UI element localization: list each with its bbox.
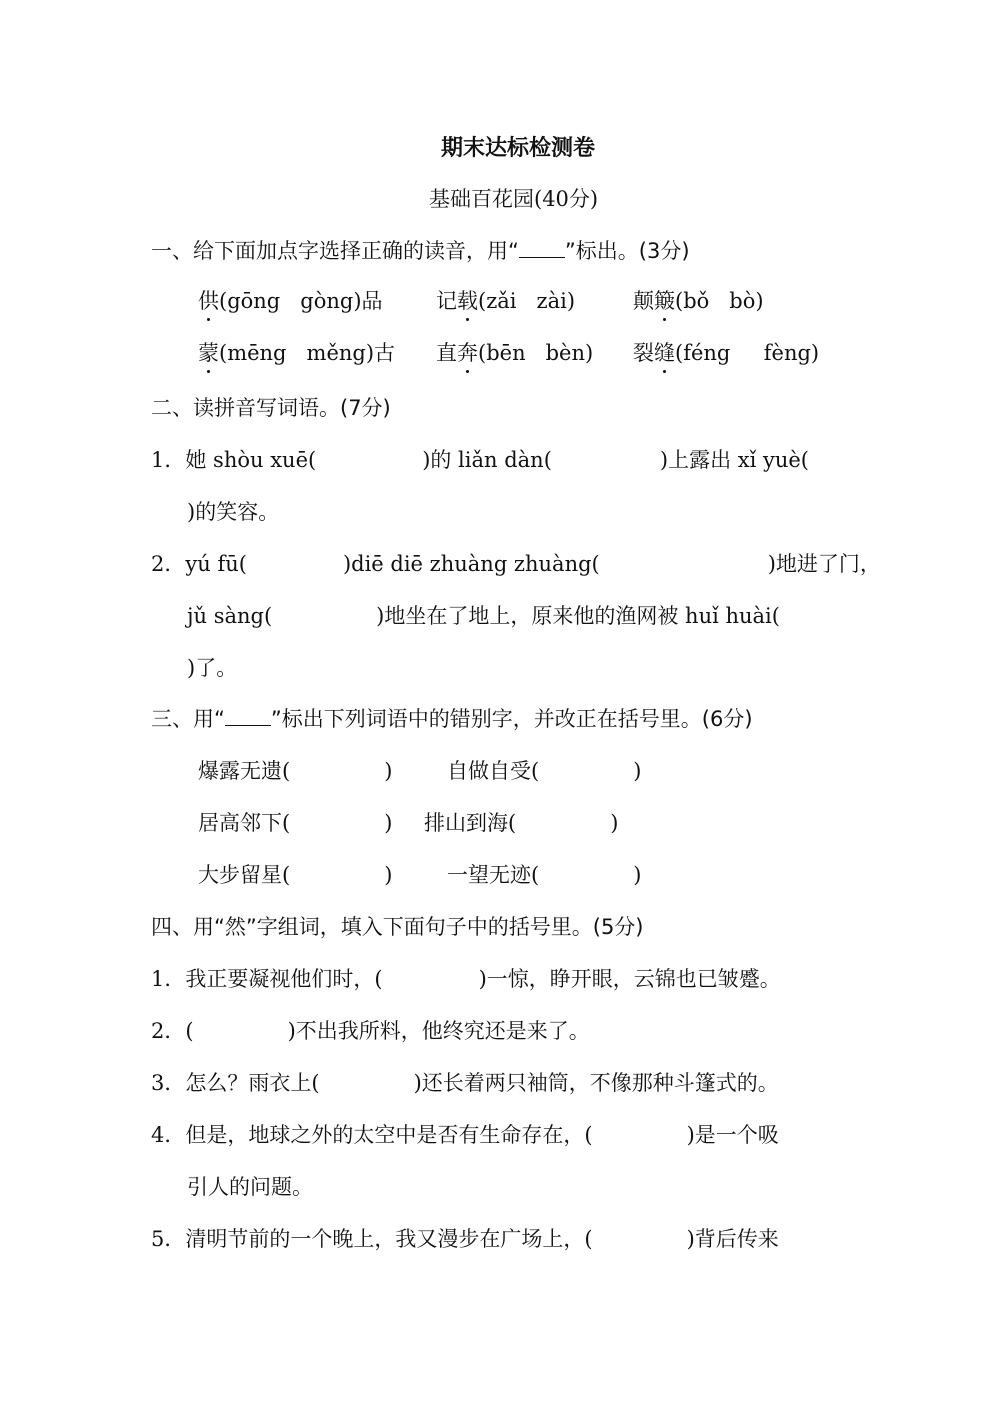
- text-seg: )的 liǎn dàn(: [422, 448, 552, 472]
- question-line: [187, 601, 780, 631]
- question-line: 引人的问题。: [187, 1175, 313, 1199]
- text-seg: jǔ sàng(: [187, 604, 273, 628]
- section-1-heading-post: ”标出。(3分): [564, 239, 690, 263]
- idiom-text: 爆露无遗(: [198, 759, 291, 783]
- section-1-heading: [151, 236, 690, 266]
- idiom-text: 一望无迹(: [447, 863, 540, 887]
- text-seg: )不出我所料，他终究还是来了。: [287, 1019, 590, 1043]
- close-paren: ): [384, 759, 393, 783]
- correction-item: [447, 860, 641, 890]
- pinyin-item: [198, 338, 395, 368]
- close-paren: ): [633, 863, 642, 887]
- dotted-char: 簸: [654, 286, 675, 316]
- page-title: 期末达标检测卷: [441, 135, 596, 161]
- question-line: )了。: [187, 656, 238, 680]
- question-line: [151, 1016, 590, 1046]
- word-pre: 裂: [633, 341, 654, 365]
- pinyin-item: [633, 286, 764, 316]
- close-paren: ): [384, 811, 393, 835]
- question-line: [151, 1068, 779, 1098]
- dotted-char: 蒙: [198, 338, 219, 368]
- question-number: 5．: [151, 1227, 186, 1251]
- text-seg: 我正要凝视他们时，(: [185, 967, 383, 991]
- pinyin-item: [436, 338, 593, 368]
- idiom-text: 居高邻下(: [198, 811, 291, 835]
- question-number: 2．: [151, 552, 186, 576]
- word-pre: 记: [436, 289, 457, 313]
- text-seg: yú fū(: [185, 552, 247, 576]
- word-pre: 直: [436, 341, 457, 365]
- close-paren: ): [384, 863, 393, 887]
- close-paren: ): [610, 811, 619, 835]
- pinyin-options: (bǒ bò): [675, 289, 764, 313]
- correction-item: [198, 808, 392, 838]
- pinyin-item: [436, 286, 575, 316]
- section-2-heading: 二、读拼音写词语。(7分): [151, 396, 391, 420]
- correction-item: [198, 756, 392, 786]
- question-line: )的笑容。: [187, 500, 280, 524]
- question-number: 1．: [151, 448, 186, 472]
- pinyin-item: [633, 338, 819, 368]
- text-seg: )是一个吸: [686, 1123, 779, 1147]
- dotted-char: 供: [198, 286, 219, 316]
- question-number: 3．: [151, 1071, 186, 1095]
- text-seg: )还长着两只袖筒，不像那种斗篷式的。: [413, 1071, 779, 1095]
- pinyin-options: (bēn bèn): [478, 341, 594, 365]
- pinyin-options: (gōng gòng): [219, 289, 362, 313]
- text-seg: 怎么？雨衣上(: [185, 1071, 320, 1095]
- word-tail: 古: [374, 341, 396, 365]
- text-seg: )背后传来: [686, 1227, 779, 1251]
- underline-mark: [519, 237, 565, 258]
- question-line: [151, 445, 809, 475]
- close-paren: ): [633, 759, 642, 783]
- section-1-heading-pre: 一、给下面加点字选择正确的读音，用“: [151, 239, 519, 263]
- pinyin-options: (mēng měng): [219, 341, 375, 365]
- section-3-heading-pre: 三、用“: [151, 707, 225, 731]
- section-4-heading: 四、用“然”字组词，填入下面句子中的括号里。(5分): [151, 915, 644, 939]
- text-seg: )地坐在了地上，原来他的渔网被 huǐ huài(: [376, 604, 780, 628]
- text-seg: )一惊，睁开眼，云锦也已皱蹙。: [478, 967, 781, 991]
- correction-item: [198, 860, 392, 890]
- question-line: [151, 1120, 779, 1150]
- question-line: [151, 549, 881, 579]
- question-number: 2．: [151, 1019, 186, 1043]
- text-seg: (: [185, 1019, 194, 1043]
- pinyin-options: (zǎi zài): [478, 289, 576, 313]
- dotted-char: 奔: [457, 338, 478, 368]
- word-tail: 品: [361, 289, 383, 313]
- text-seg: 但是，地球之外的太空中是否有生命存在，(: [185, 1123, 593, 1147]
- correction-item: [424, 808, 618, 838]
- question-number: 1．: [151, 967, 186, 991]
- dotted-char: 载: [457, 286, 478, 316]
- dotted-char: 缝: [654, 338, 675, 368]
- section-3-heading: [151, 704, 753, 734]
- pinyin-options: (féng fèng): [675, 341, 820, 365]
- text-seg: )地进了门，: [767, 552, 881, 576]
- section-3-heading-post: ”标出下列词语中的错别字，并改正在括号里。(6分): [270, 707, 753, 731]
- correction-item: [447, 756, 641, 786]
- idiom-text: 自做自受(: [447, 759, 540, 783]
- underline-mark: [225, 705, 271, 726]
- text-seg: )上露出 xǐ yuè(: [659, 448, 810, 472]
- question-line: [151, 964, 781, 994]
- idiom-text: 大步留星(: [198, 863, 291, 887]
- pinyin-item: [198, 286, 383, 316]
- idiom-text: 排山到海(: [424, 811, 517, 835]
- text-seg: )diē diē zhuàng zhuàng(: [342, 552, 600, 576]
- text-seg: 她 shòu xuē(: [185, 448, 317, 472]
- question-number: 4．: [151, 1123, 186, 1147]
- question-line: [151, 1224, 779, 1254]
- word-pre: 颠: [633, 289, 654, 313]
- text-seg: 清明节前的一个晚上，我又漫步在广场上，(: [185, 1227, 593, 1251]
- part-heading: 基础百花园(40分): [429, 187, 599, 211]
